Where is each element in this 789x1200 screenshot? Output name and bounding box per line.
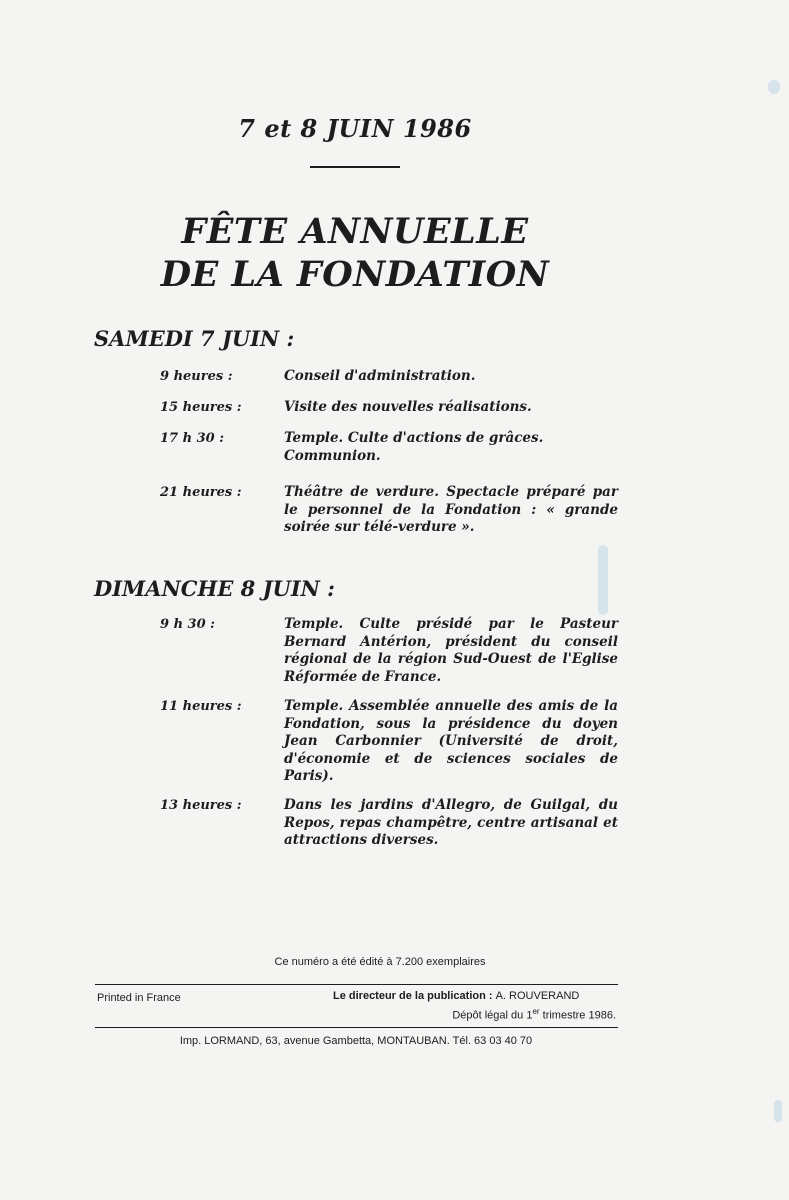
footer-rule-top (95, 984, 618, 985)
schedule-text: Visite des nouvelles réalisations. (284, 399, 532, 415)
depot-prefix: Dépôt légal du 1 (452, 1009, 533, 1022)
title-line-2: DE LA FONDATION (160, 254, 550, 295)
schedule-text: Temple. Culte d'actions de grâces. Communion. (284, 430, 544, 464)
event-date: 7 et 8 JUIN 1986 (238, 114, 472, 143)
main-title (0, 210, 710, 296)
schedule-time: 17 h 30 : (160, 431, 225, 446)
schedule-text: Théâtre de verdure. Spectacle préparé par le personnel de la Fondation : « grande soirée sur télé-verdure ». (284, 484, 618, 535)
depot-suffix: trimestre 1986. (539, 1009, 616, 1022)
schedule-text: Dans les jardins d'Allegro, de Guilgal, du Repos, repas champêtre, centre artisanal et attractions diverses. (284, 797, 618, 848)
director-label: Le directeur de la publication : (333, 990, 493, 1002)
saturday-heading: SAMEDI 7 JUIN : (94, 326, 295, 351)
printer-address: Imp. LORMAND, 63, avenue Gambetta, MONTAUBAN. Tél. 63 03 40 70 (179, 1035, 533, 1047)
schedule-time: 11 heures : (160, 699, 242, 714)
schedule-text: Temple. Culte présidé par le Pasteur Bernard Antérion, président du conseil régional de la région Sud-Ouest de l'Eglise Réformée de France. (284, 616, 618, 685)
title-divider (310, 166, 400, 168)
paper-speck (768, 80, 780, 94)
publication-director (333, 990, 579, 1002)
footer-rule-bottom (95, 1027, 618, 1028)
schedule-time: 13 heures : (160, 798, 242, 813)
schedule-time: 15 heures : (160, 400, 242, 415)
printed-in: Printed in France (97, 992, 181, 1004)
schedule-text: Conseil d'administration. (284, 368, 476, 384)
schedule-time: 9 h 30 : (160, 617, 215, 632)
paper-speck (598, 545, 608, 615)
title-line-1: FÊTE ANNUELLE (181, 211, 529, 252)
schedule-text: Temple. Assemblée annuelle des amis de la Fondation, sous la présidence du doyen Jean Carbonnier (Université de droit, d'économie et de sciences sociales de Paris). (284, 698, 618, 784)
schedule-time: 21 heures : (160, 485, 242, 500)
director-name: A. ROUVERAND (495, 990, 580, 1002)
legal-deposit (452, 1007, 616, 1022)
edition-note: Ce numéro a été édité à 7.200 exemplaires (274, 956, 486, 968)
paper-speck (774, 1100, 782, 1122)
sunday-heading: DIMANCHE 8 JUIN : (94, 576, 335, 601)
depot-ordinal: er (532, 1007, 540, 1016)
schedule-time: 9 heures : (160, 369, 233, 384)
